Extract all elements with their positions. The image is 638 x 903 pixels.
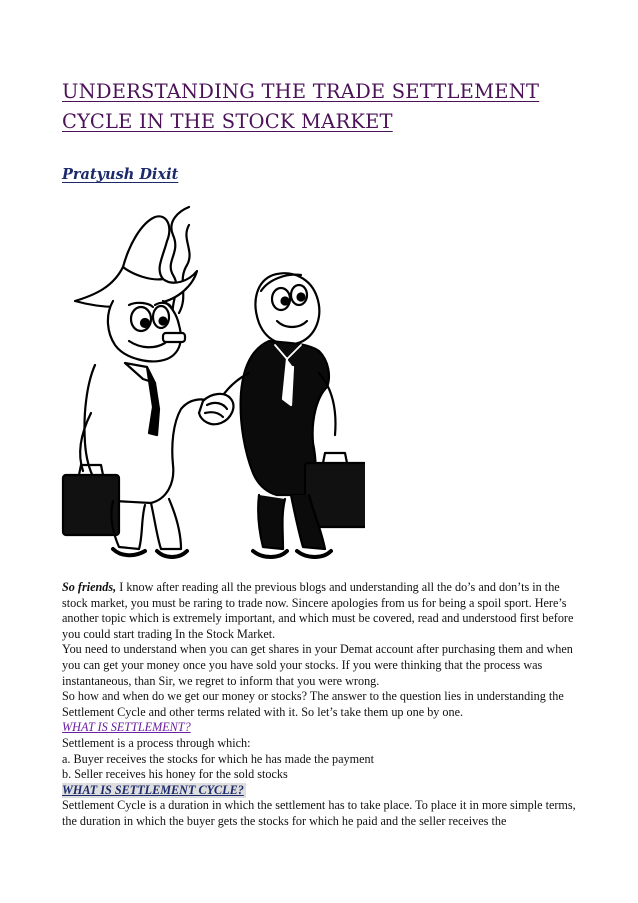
title-line-2: CYCLE IN THE STOCK MARKET	[62, 110, 393, 133]
intro-lead: So friends,	[62, 580, 117, 594]
left-briefcase	[63, 475, 119, 535]
left-man-hat	[75, 216, 197, 307]
intro-text: I know after reading all the previous blogs and understanding all the do’s and don’ts in the stock market, you must be raring to trade now. Sincere apologies from us for being a spoil sport. Here’s another topic which is extremely important, and which must be covered, read and understood first before you could start trading In the Stock Market.	[62, 580, 574, 641]
author-name: Pratyush Dixit	[62, 166, 179, 183]
settlement-item-a: a. Buyer receives the stocks for which he has made the payment	[62, 751, 375, 766]
article-body	[62, 580, 582, 830]
handshake-hands	[199, 394, 233, 424]
paragraph-demat: You need to understand when you can get shares in your Demat account after purchasing them and when you can get your money once you have sold your stocks. If you were thinking that the process was instantaneous, than Sir, we regret to inform that you were wrong.	[62, 642, 573, 688]
settlement-cycle-definition: Settlement Cycle is a duration in which the settlement has to take place. To place it in more simple terms, the duration in which the buyer gets the stocks for which he paid and the seller receives the	[62, 798, 576, 828]
right-man-head	[255, 273, 319, 344]
heading-what-is-settlement-cycle: WHAT IS SETTLEMENT CYCLE?	[62, 782, 244, 797]
cigar-smoke	[171, 207, 190, 323]
left-man-legs	[111, 499, 181, 549]
heading-what-is-settlement: WHAT IS SETTLEMENT?	[62, 720, 191, 735]
document-title	[62, 77, 582, 137]
settlement-item-b: b. Seller receives his honey for the sold stocks	[62, 767, 288, 782]
settlement-definition: Settlement is a process through which:	[62, 735, 251, 750]
paragraph-question: So how and when do we get our money or stocks? The answer to the question lies in understanding the Settlement Cycle and other terms related with it. So let’s take them up one by one.	[62, 689, 564, 719]
cigar	[163, 333, 185, 342]
handshake-businessmen-illustration	[55, 183, 365, 568]
title-line-1: UNDERSTANDING THE TRADE SETTLEMENT	[62, 80, 540, 103]
intro-paragraph	[62, 580, 582, 642]
